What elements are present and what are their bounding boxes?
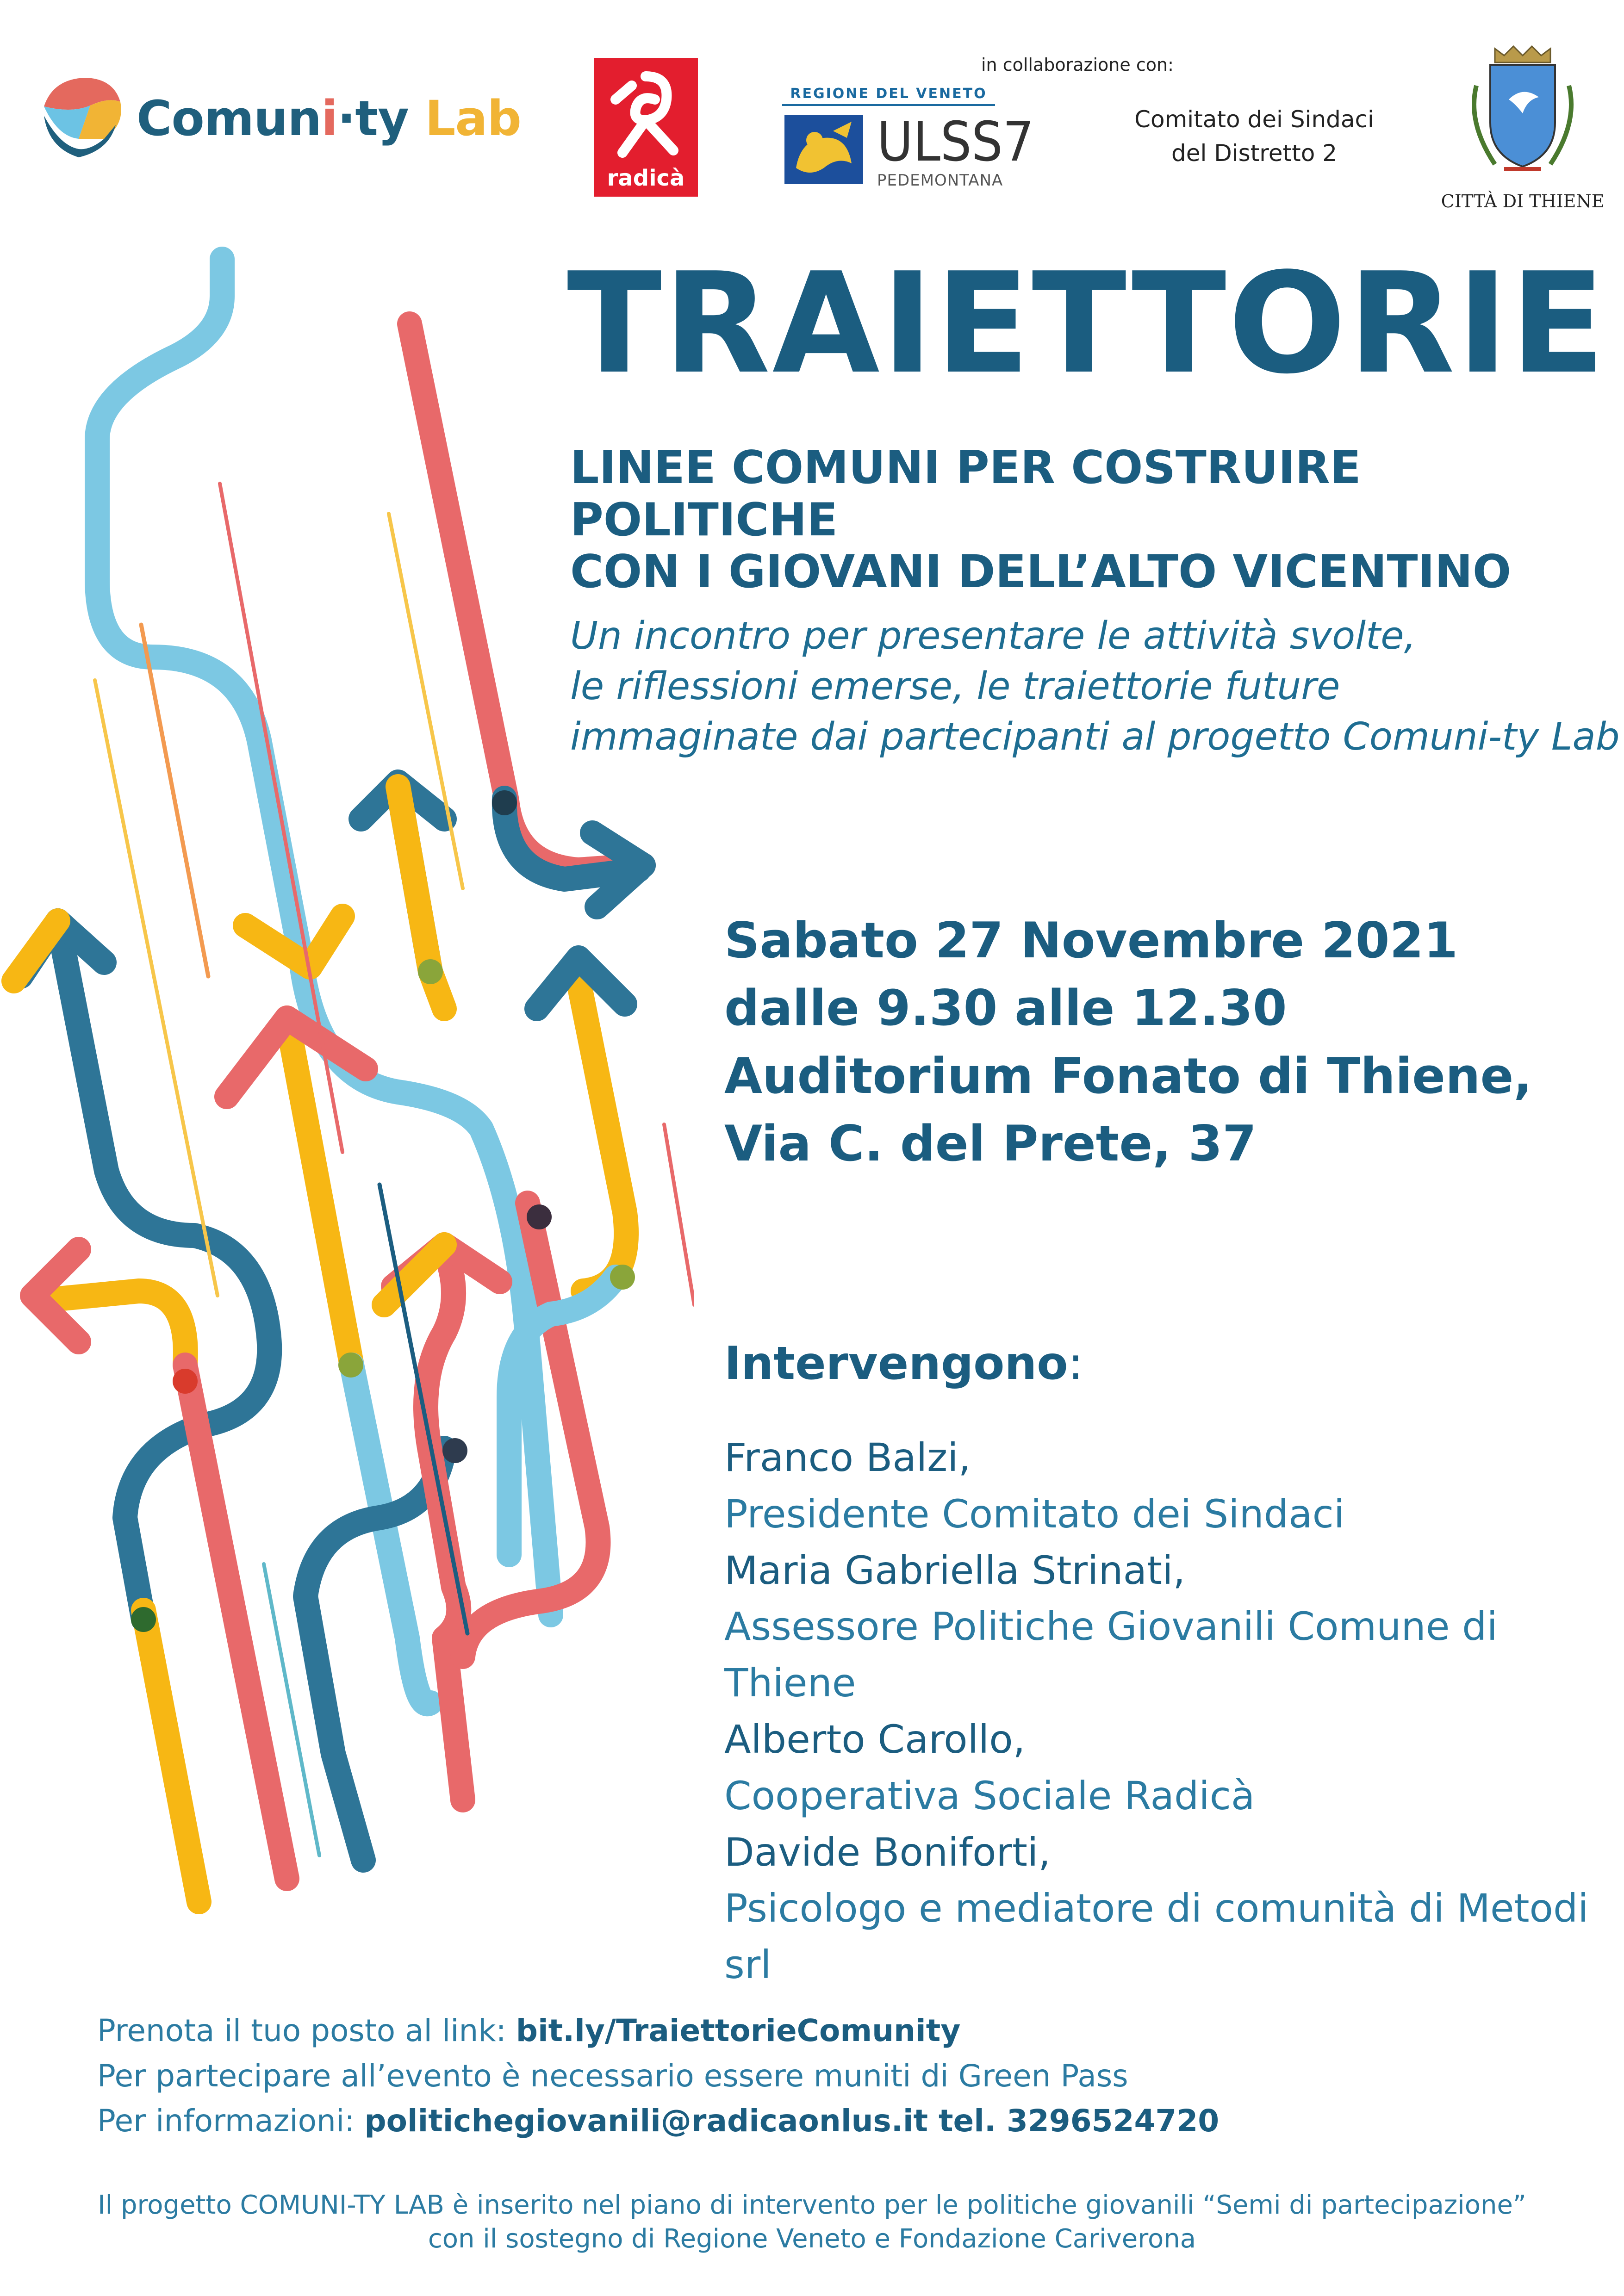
page-title: TRAIETTORIE bbox=[567, 243, 1607, 404]
regione-divider bbox=[782, 104, 995, 106]
intro-line1: Un incontro per presentare le attività svolte, bbox=[570, 614, 1416, 658]
event-address: Via C. del Prete, 37 bbox=[724, 1115, 1257, 1172]
event-place: Auditorium Fonato di Thiene, bbox=[724, 1047, 1532, 1105]
citta-di-thiene-logo bbox=[1435, 44, 1611, 220]
speakers-heading-text: Intervengono bbox=[724, 1337, 1068, 1390]
citta-di-thiene-label: CITTÀ DI THIENE bbox=[1441, 191, 1605, 211]
junction-dot bbox=[610, 1265, 635, 1290]
project-note-line2: con il sostegno di Regione Veneto e Fondazione Cariverona bbox=[428, 2223, 1196, 2254]
trajectory-red-2 bbox=[185, 1365, 287, 1879]
speaker-name: Alberto Carollo, bbox=[724, 1716, 1026, 1762]
thiene-coat-of-arms-icon bbox=[1458, 44, 1587, 187]
event-date: Sabato 27 Novembre 2021 bbox=[724, 912, 1458, 969]
booking-line bbox=[97, 2008, 1219, 2054]
trajectory-yellow-1 bbox=[143, 1610, 199, 1902]
arrowhead-yellow-1 bbox=[14, 921, 58, 981]
speakers-list bbox=[724, 1430, 1624, 1993]
junction-dot bbox=[173, 1369, 198, 1394]
speakers-heading-colon: : bbox=[1068, 1337, 1083, 1390]
speaker-role: Cooperativa Sociale Radicà bbox=[724, 1773, 1255, 1818]
speaker-name: Franco Balzi, bbox=[724, 1435, 971, 1480]
subtitle bbox=[570, 442, 1624, 598]
speaker-role: Presidente Comitato dei Sindaci bbox=[724, 1491, 1345, 1537]
junction-dot bbox=[131, 1607, 156, 1632]
comitato-line1: Comitato dei Sindaci bbox=[1134, 106, 1374, 133]
intro-line2: le riflessioni emerse, le traiettorie future bbox=[570, 664, 1340, 709]
comitato-line2: del Distretto 2 bbox=[1171, 139, 1338, 167]
greenpass-line: Per partecipare all’evento è necessario essere muniti di Green Pass bbox=[97, 2058, 1128, 2094]
junction-dot bbox=[442, 1438, 467, 1463]
project-note bbox=[0, 2189, 1624, 2256]
comunity-lab-wordmark: Comuni·ty Lab bbox=[137, 90, 522, 147]
speaker-name: Davide Boniforti, bbox=[724, 1829, 1051, 1875]
intro-line3: immaginate dai partecipanti al progetto Comuni-ty Lab bbox=[570, 715, 1620, 759]
thin-arrow-red-2 bbox=[664, 1124, 694, 1305]
radica-label: radicà bbox=[607, 165, 685, 191]
radica-logo bbox=[594, 58, 698, 197]
speakers-heading bbox=[724, 1337, 1083, 1390]
comitato-sindaci-logo bbox=[1115, 103, 1393, 170]
junction-dot bbox=[527, 1204, 552, 1229]
pedemontana-label: PEDEMONTANA bbox=[877, 171, 1003, 190]
trajectory-yellow-5 bbox=[579, 981, 626, 1291]
speaker-role: Psicologo e mediatore di comunità di Metodi srl bbox=[724, 1886, 1589, 1988]
info-contact[interactable]: politichegiovanili@radicaonlus.it tel. 3296524720 bbox=[364, 2103, 1220, 2139]
footer-info bbox=[97, 2008, 1219, 2144]
booking-link[interactable]: bit.ly/TraiettorieComunity bbox=[516, 2013, 961, 2048]
radica-logo-icon bbox=[604, 67, 687, 160]
subtitle-line1: LINEE COMUNI PER COSTRUIRE POLITICHE bbox=[570, 441, 1361, 546]
trajectory-dark-blue-hook bbox=[504, 798, 643, 907]
event-details bbox=[724, 907, 1532, 1178]
comunity-lab-logo bbox=[35, 65, 521, 180]
subtitle-line2: CON I GIOVANI DELL’ALTO VICENTINO bbox=[570, 546, 1512, 599]
ulss7-logo bbox=[782, 86, 1034, 192]
regione-veneto-lion-icon bbox=[782, 112, 865, 186]
info-label: Per informazioni: bbox=[97, 2103, 365, 2139]
ulss7-name: ULSS7 bbox=[877, 110, 1034, 174]
comunity-lab-logo-icon bbox=[35, 69, 127, 167]
info-line bbox=[97, 2098, 1219, 2144]
regione-veneto-label: REGIONE DEL VENETO bbox=[790, 86, 987, 102]
project-note-line1: Il progetto COMUNI-TY LAB è inserito nel piano di intervento per le politiche giovanili “Semi di partecipazione” bbox=[98, 2190, 1526, 2220]
junction-dot bbox=[492, 790, 517, 815]
booking-label: Prenota il tuo posto al link: bbox=[97, 2013, 516, 2048]
junction-dot bbox=[338, 1353, 363, 1378]
intro-text bbox=[570, 611, 1620, 762]
event-time: dalle 9.30 alle 12.30 bbox=[724, 980, 1287, 1037]
trajectory-dark-blue-2 bbox=[305, 1448, 444, 1860]
speaker-name: Maria Gabriella Strinati, bbox=[724, 1547, 1186, 1593]
junction-dot bbox=[418, 959, 443, 984]
speaker-role: Assessore Politiche Giovanili Comune di Thiene bbox=[724, 1604, 1498, 1706]
collaboration-label: in collaborazione con: bbox=[981, 55, 1174, 75]
